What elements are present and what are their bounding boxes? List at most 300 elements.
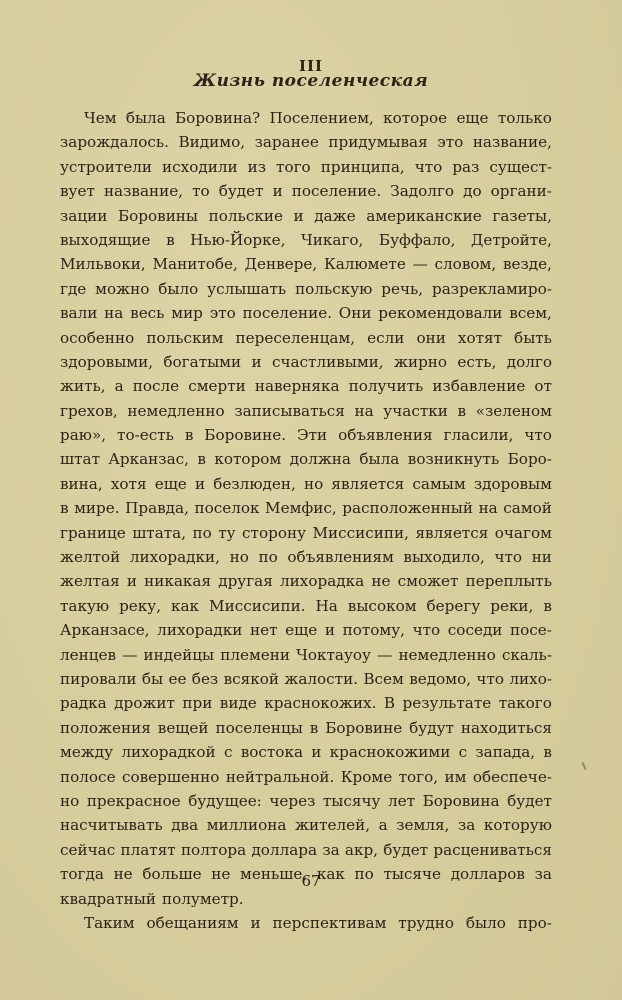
text-line [60, 423, 552, 447]
text-line [60, 594, 552, 618]
word: миллиона [206, 816, 287, 835]
word: американские [366, 206, 482, 225]
word: хотят [457, 328, 502, 347]
word: с [458, 743, 468, 762]
word: в [197, 450, 206, 469]
word: смерти [188, 377, 246, 396]
word: была [359, 450, 400, 469]
word: сможет [397, 572, 459, 591]
word: штат [60, 450, 100, 469]
word: по [258, 548, 278, 567]
word: расположенный [342, 499, 474, 518]
word: поселение. [291, 182, 382, 201]
word: только [497, 109, 552, 127]
word: будет [218, 182, 264, 201]
text-line [60, 667, 552, 691]
text-line [60, 789, 552, 813]
word: объявления [338, 426, 433, 445]
text-line [60, 399, 552, 423]
word: еще [285, 621, 318, 640]
word: Арканзас, [108, 450, 189, 469]
word: тысяче [383, 865, 442, 884]
text-line [60, 496, 552, 520]
word: переплыть [465, 572, 552, 591]
word: очагом [494, 523, 552, 542]
word: еще [154, 474, 187, 493]
body-text [60, 106, 552, 935]
word: и [293, 206, 304, 225]
text-line [60, 130, 552, 154]
word: племени [220, 645, 291, 664]
page-number: 67 [301, 872, 321, 890]
word: полосе [60, 767, 116, 786]
word: за [534, 865, 552, 884]
word: счастливыми, [271, 352, 384, 371]
chapter-number: III [298, 57, 324, 75]
word: до [463, 182, 482, 201]
word: должна [289, 450, 351, 469]
word: название, [103, 182, 184, 201]
text-line [60, 765, 552, 789]
word: больше [142, 865, 202, 884]
word: Нью-Йорке, [190, 230, 286, 249]
word: пировали [60, 669, 137, 688]
text-line [60, 887, 552, 911]
word: — [122, 645, 138, 664]
word: гласили, [443, 426, 514, 445]
word: переселенцам, [235, 328, 356, 347]
word: в [184, 426, 194, 445]
word: польским [146, 328, 224, 347]
text-line [60, 204, 552, 228]
word: наверняка [254, 377, 340, 396]
word: весь [130, 304, 165, 323]
word: виде [219, 694, 257, 713]
word: берегу [426, 596, 481, 615]
word: трудно [398, 913, 454, 932]
word: результате [402, 694, 492, 713]
word: и [311, 743, 322, 762]
word: из [247, 157, 267, 176]
word: Чоктауоу [296, 645, 371, 664]
word: как [316, 865, 345, 884]
word: раю», [60, 426, 107, 445]
text-line [60, 252, 552, 276]
word: квадратный [60, 889, 156, 908]
word: будут [409, 718, 454, 737]
word: того [276, 157, 311, 176]
word: но [229, 548, 249, 567]
word: долларов [450, 865, 525, 884]
word: востока [240, 743, 303, 762]
word: лихорадка [280, 572, 365, 591]
word: дрожит [114, 694, 175, 713]
word: даже [314, 206, 356, 225]
word: Они [338, 304, 372, 323]
word: органи- [490, 182, 552, 201]
word: после [132, 377, 180, 396]
word: штата, [132, 523, 187, 542]
word: они [416, 328, 446, 347]
word: такого [498, 694, 552, 713]
word: и [251, 352, 262, 371]
word: реку, [119, 596, 162, 615]
word: такую [60, 596, 110, 615]
text-line [60, 569, 552, 593]
word: — [412, 255, 428, 274]
word: не [211, 865, 231, 884]
text-line [60, 447, 552, 471]
word: Чикаго, [301, 230, 364, 249]
word: поселенцы [215, 718, 303, 737]
word: если [367, 328, 405, 347]
word: ни [531, 548, 552, 567]
word: выходило, [403, 548, 485, 567]
word: услышать [207, 279, 287, 298]
word: ленцев [60, 645, 117, 664]
text-line [60, 911, 552, 935]
word: немедленно [127, 401, 225, 420]
word: это [209, 304, 236, 323]
word: будущее: [188, 791, 262, 810]
word: и [324, 621, 335, 640]
word: принципа, [320, 157, 405, 176]
word: богатыми [163, 352, 242, 371]
word: земля, [396, 816, 450, 835]
word: «зеленом [475, 401, 552, 420]
word: Миссисипи, [312, 523, 409, 542]
word: между [60, 743, 114, 762]
word: Буффало, [378, 230, 456, 249]
word: расцениваться [433, 840, 552, 859]
word: жирно [393, 352, 448, 371]
word: было [158, 279, 199, 298]
text-line [60, 228, 552, 252]
word: Боровины [117, 206, 199, 225]
word: в [543, 743, 552, 762]
text-line [60, 106, 552, 130]
word: что [412, 621, 441, 640]
word: границе [60, 523, 126, 542]
word: не [113, 865, 133, 884]
word: устроители [60, 157, 152, 176]
word: скаль- [501, 645, 552, 664]
word: лихорадки [157, 621, 243, 640]
text-line [60, 521, 552, 545]
word: и [126, 572, 137, 591]
word: безлюден, [213, 474, 296, 493]
word: Денвере, [244, 255, 318, 274]
word: и [272, 182, 283, 201]
word: что [524, 426, 552, 445]
word: соседи [447, 621, 503, 640]
word: жителей, [294, 816, 371, 835]
word: речь, [381, 279, 424, 298]
word: жалости. [284, 669, 359, 688]
word: без [191, 669, 219, 688]
text-line [60, 326, 552, 350]
word: Боровина? [175, 109, 261, 127]
word: всем, [509, 304, 552, 323]
word: поселок [194, 499, 260, 518]
text-line [60, 716, 552, 740]
word: в [60, 499, 69, 518]
word: никакая [144, 572, 212, 591]
word: грехов, [60, 401, 118, 420]
word: будет [383, 840, 429, 859]
word: ее [168, 669, 187, 688]
word: сторону [242, 523, 307, 542]
word: в [543, 596, 552, 615]
text-line [60, 691, 552, 715]
word: словом, [434, 255, 497, 274]
text-line [60, 740, 552, 764]
word: мире. [74, 499, 120, 518]
word: котором [214, 450, 282, 469]
word: с [223, 743, 233, 762]
word: запада, [475, 743, 536, 762]
word: и [250, 913, 261, 932]
word: Кроме [340, 767, 393, 786]
word: здоровым [473, 474, 552, 493]
word: придумывая [328, 133, 428, 152]
word: вали [60, 304, 98, 323]
word: жить, [60, 377, 106, 396]
word: полтора [180, 840, 247, 859]
word: радка [60, 694, 107, 713]
word: рекомендовали [378, 304, 503, 323]
word: хотя [110, 474, 147, 493]
word: вина, [60, 474, 103, 493]
word: совершенно [121, 767, 220, 786]
word: бы [141, 669, 164, 688]
word: им [444, 767, 467, 786]
word: а [378, 816, 388, 835]
word: тогда [60, 865, 104, 884]
word: Калюмете [323, 255, 406, 274]
word: Видимо, [178, 133, 246, 152]
word: реки, [490, 596, 534, 615]
word: в [166, 230, 175, 249]
word: нет [250, 621, 278, 640]
word: избавление [432, 377, 526, 396]
word: самой [503, 499, 552, 518]
word: перспективам [272, 913, 387, 932]
word: Арканзасе, [60, 621, 150, 640]
word: это [437, 133, 464, 152]
word: ведомо, [409, 669, 472, 688]
text-line [60, 618, 552, 642]
word: быть [514, 328, 552, 347]
word: Боровине [325, 718, 403, 737]
paper-speck [581, 762, 586, 770]
word: в [457, 401, 467, 420]
word: везде, [502, 255, 552, 274]
word: исходили [162, 157, 238, 176]
word: мир [171, 304, 203, 323]
word: Всем [363, 669, 404, 688]
word: но [303, 474, 324, 493]
word: Мильвоки, [60, 255, 146, 274]
word: объявлениям [287, 548, 394, 567]
word: есть, [457, 352, 497, 371]
text-line [60, 155, 552, 179]
word: сейчас [60, 840, 116, 859]
word: полуметр. [161, 889, 244, 908]
word: газеты, [492, 206, 552, 225]
word: лихо- [509, 669, 552, 688]
word: прекрасное [86, 791, 181, 810]
word: получить [348, 377, 424, 396]
word: потому, [342, 621, 405, 640]
word: то [192, 182, 210, 201]
word: здоровыми, [60, 352, 154, 371]
text-line [60, 472, 552, 496]
word: на [354, 401, 374, 420]
word: лихорадки, [129, 548, 220, 567]
word: особенно [60, 328, 135, 347]
word: желтой [60, 548, 121, 567]
word: как [171, 596, 200, 615]
word: Правда, [125, 499, 189, 518]
word: а [114, 377, 124, 396]
word: краснокожих. [264, 694, 377, 713]
word: ту [218, 523, 236, 542]
word: лихорадкой [121, 743, 216, 762]
word: находиться [460, 718, 552, 737]
word: вует [60, 182, 95, 201]
word: Боро- [507, 450, 552, 469]
word: записываться [234, 401, 345, 420]
word: Боровине. [204, 426, 287, 445]
word: посе- [510, 621, 552, 640]
word: польскую [295, 279, 373, 298]
word: того, [398, 767, 439, 786]
word: насчитывать [60, 816, 163, 835]
word: самым [412, 474, 466, 493]
word: которую [483, 816, 552, 835]
word: лет [388, 791, 416, 810]
word: за [457, 816, 476, 835]
word: акр, [344, 840, 379, 859]
word: сущест- [489, 157, 552, 176]
word: за [322, 840, 340, 859]
word: платят [120, 840, 176, 859]
word: краснокожими [329, 743, 451, 762]
word: зарождалось. [60, 133, 169, 152]
word: всякой [223, 669, 279, 688]
word: меньше, [240, 865, 308, 884]
word: раз [452, 157, 480, 176]
word: было [465, 913, 506, 932]
word: вещей [157, 718, 209, 737]
text-line [60, 374, 552, 398]
text-line [60, 350, 552, 374]
word: еще [456, 109, 489, 127]
word: положения [60, 718, 151, 737]
word: Эти [297, 426, 328, 445]
word: является [415, 523, 489, 542]
word: Задолго [390, 182, 455, 201]
word: зации [60, 206, 108, 225]
word: которое [383, 109, 448, 127]
word: название, [472, 133, 552, 152]
word: была [125, 109, 166, 127]
word: на [478, 499, 498, 518]
word: через [269, 791, 316, 810]
word: желтая [60, 572, 120, 591]
word: но [60, 791, 80, 810]
word: немедленно [398, 645, 496, 664]
word: где [60, 279, 87, 298]
word: по [192, 523, 212, 542]
word: про- [517, 913, 552, 932]
word: два [171, 816, 199, 835]
word: выходящие [60, 230, 151, 249]
word: не [371, 572, 391, 591]
word: и [194, 474, 206, 493]
word: тысячу [322, 791, 381, 810]
text-line [60, 301, 552, 325]
word: что [494, 548, 523, 567]
word: другая [218, 572, 273, 591]
word: Детройте, [471, 230, 552, 249]
word: обеспече- [472, 767, 552, 786]
word: — [377, 645, 393, 664]
word: На [315, 596, 338, 615]
word: Миссисипи. [209, 596, 306, 615]
word: разрекламиро- [432, 279, 552, 298]
word: индейцы [143, 645, 215, 664]
word: возникнуть [407, 450, 500, 469]
text-line [60, 838, 552, 862]
word: то-есть [117, 426, 174, 445]
word: Таким [84, 913, 135, 932]
text-line [60, 545, 552, 569]
text-line [60, 813, 552, 837]
word: что [414, 157, 443, 176]
word: можно [95, 279, 150, 298]
word: является [331, 474, 405, 493]
word: Боровина [422, 791, 500, 810]
word: Чем [84, 109, 117, 127]
word: Мемфис, [265, 499, 337, 518]
word: Поселением, [269, 109, 374, 127]
chapter-title: Жизнь поселенческая [193, 71, 429, 91]
word: нейтральной. [225, 767, 335, 786]
word: в [309, 718, 319, 737]
word: Манитобе, [152, 255, 238, 274]
word: при [182, 694, 213, 713]
word: что [476, 669, 504, 688]
word: участки [383, 401, 448, 420]
word: от [534, 377, 552, 396]
word: польские [208, 206, 283, 225]
word: высоком [347, 596, 417, 615]
word: доллара [251, 840, 318, 859]
word: будет [507, 791, 552, 810]
word: заранее [254, 133, 319, 152]
text-line [60, 277, 552, 301]
word: на [104, 304, 124, 323]
text-line [60, 179, 552, 203]
text-line [60, 643, 552, 667]
word: долго [506, 352, 552, 371]
word: обещаниям [146, 913, 239, 932]
word: В [383, 694, 396, 713]
word: поселение. [242, 304, 333, 323]
word: по [354, 865, 374, 884]
